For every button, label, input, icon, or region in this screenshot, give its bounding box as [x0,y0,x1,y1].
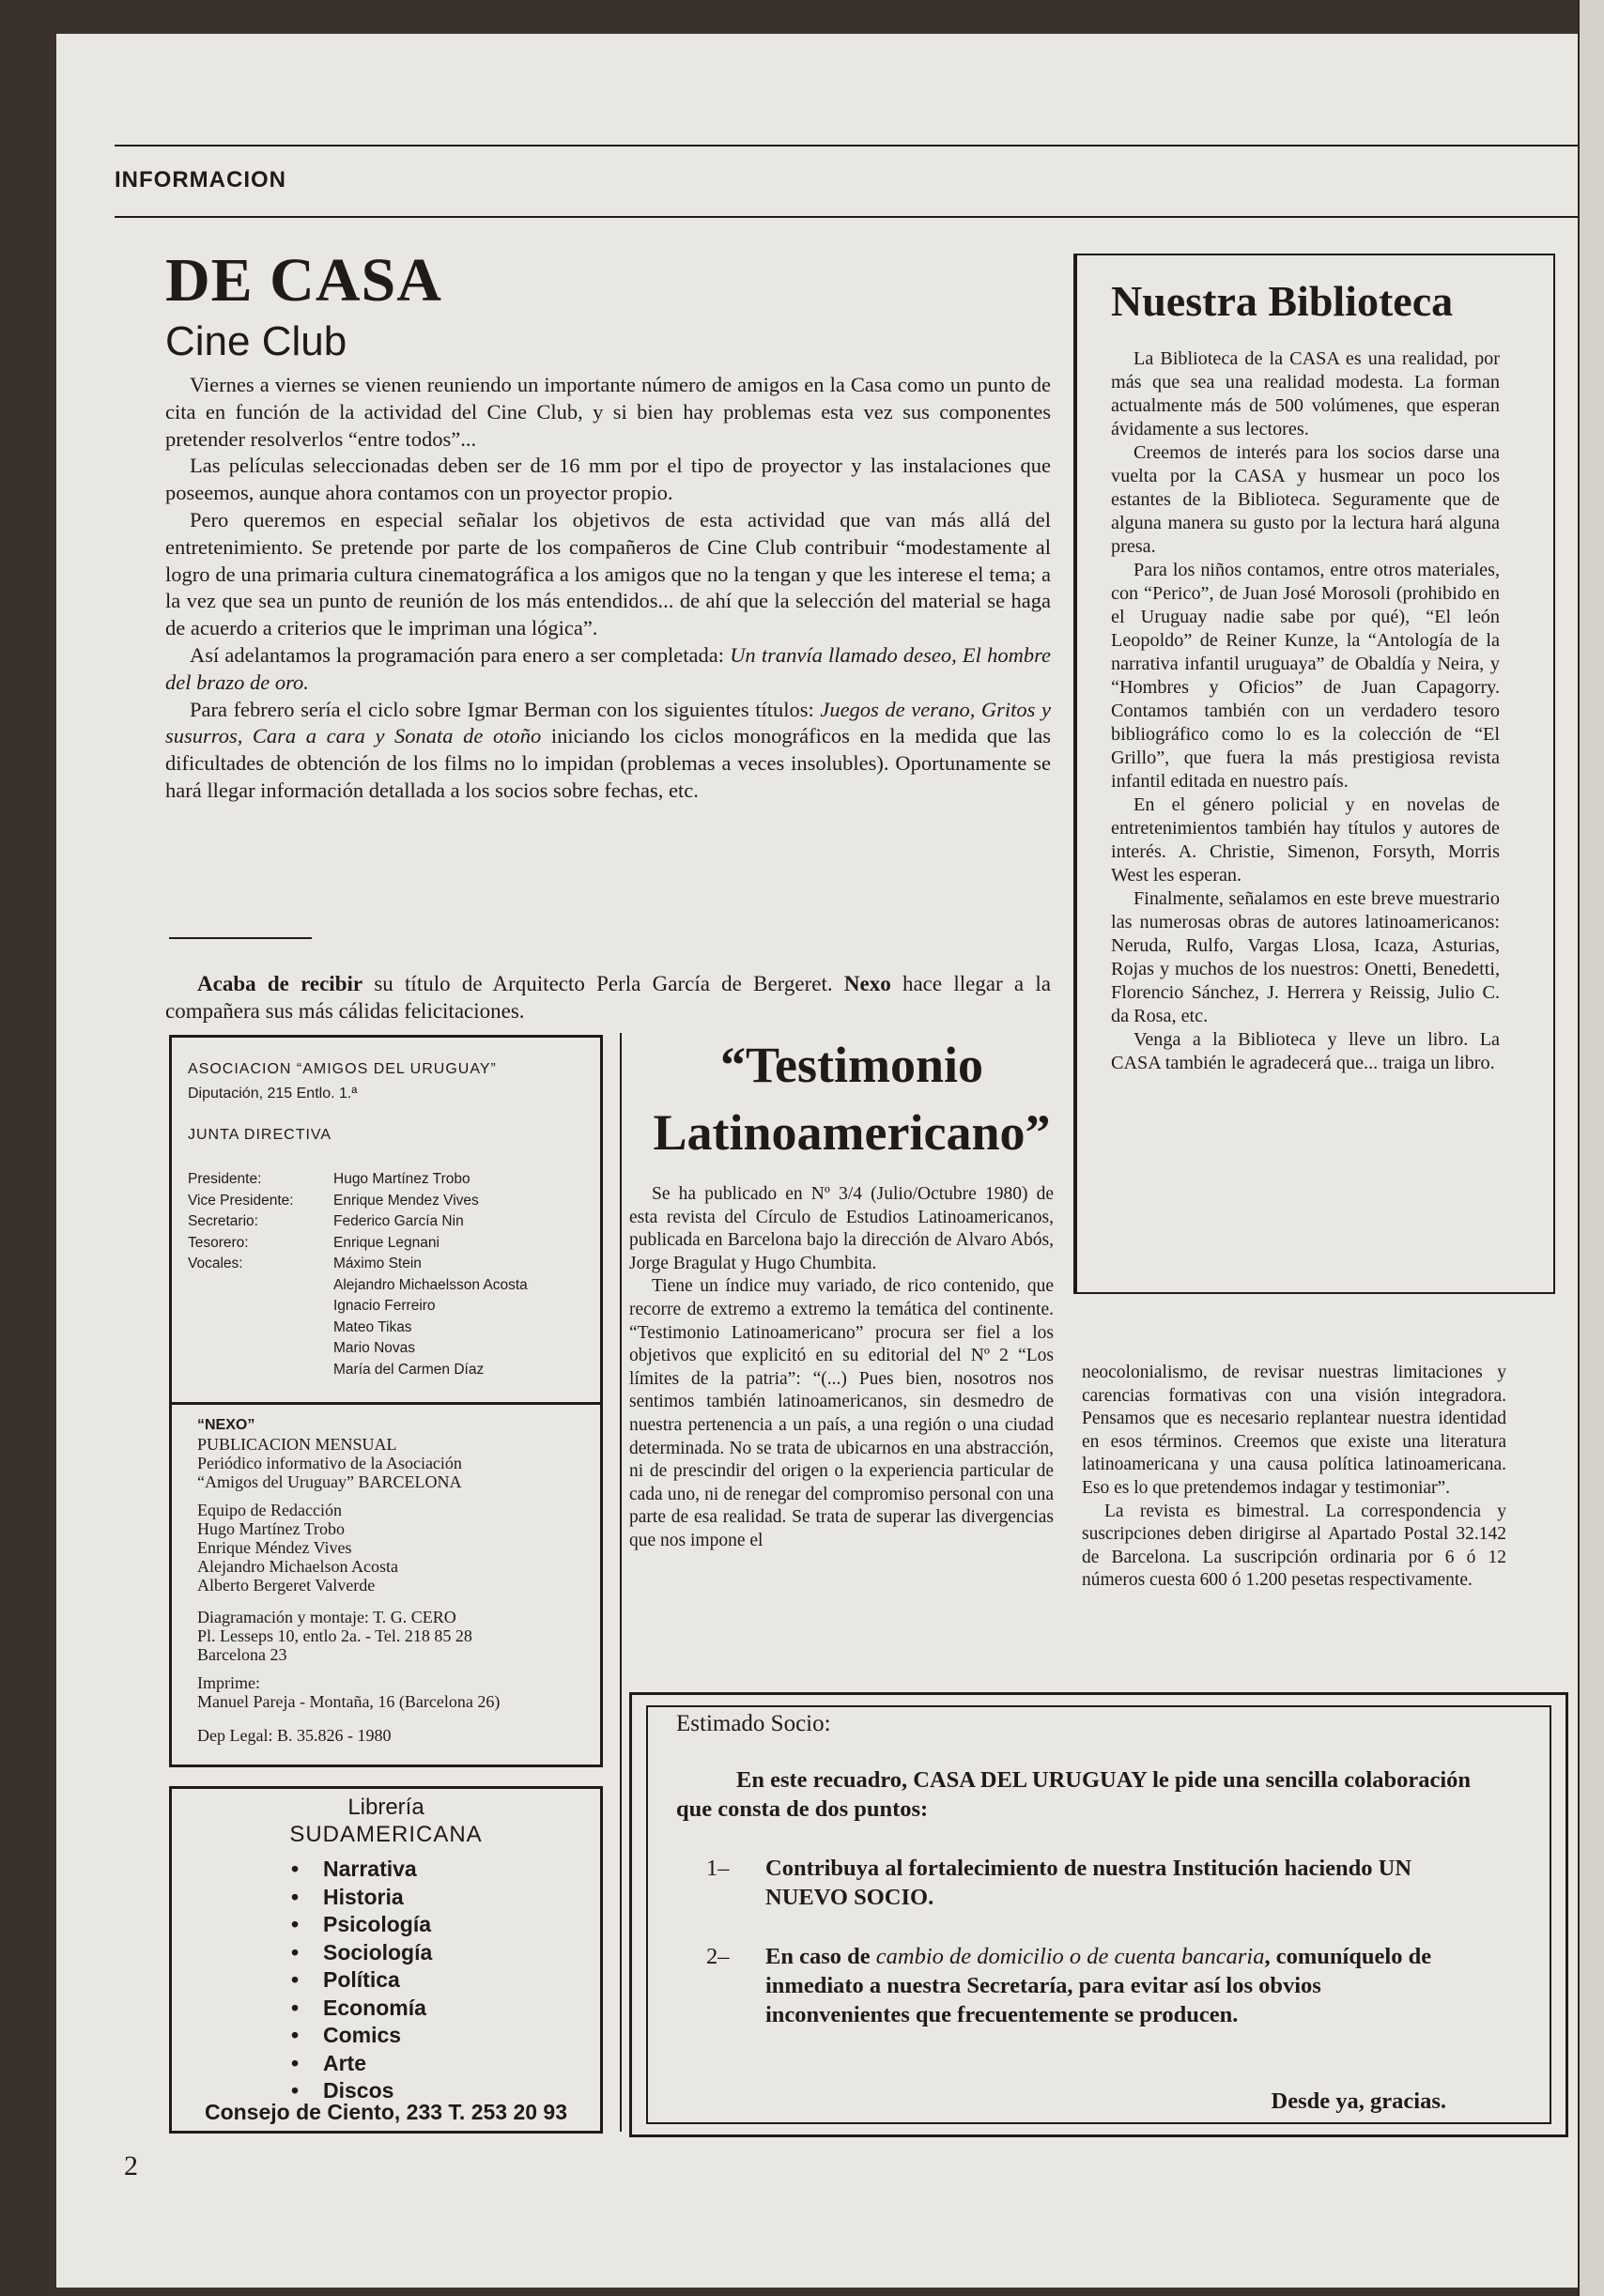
next-page-edge [1578,0,1604,2296]
diagramacion-line: Pl. Lesseps 10, entlo 2a. - Tel. 218 85 28 [197,1626,472,1645]
libreria-line-1: Librería [347,1795,424,1820]
testimonio-column-1 [629,1183,1054,1553]
junta-row [188,1233,601,1255]
nexo-desc-2: “Amigos del Uruguay” BARCELONA [197,1472,462,1491]
note-text-end: hace llegar a la compañera sus más cálidas felicitaciones. [165,972,1051,1023]
equipo-label: Equipo de Redacción [197,1501,342,1519]
libreria-footer: Consejo de Ciento, 233 T. 253 20 93 [204,2100,568,2124]
junta-member: Alejandro Michaelsson Acosta [333,1276,528,1293]
biblioteca-paragraph: La Biblioteca de la CASA es una realidad, por más que sea una realidad modesta. La forman actualmente más de 500 volúmenes, que esperan ávidamente a sus lectores. [1111,348,1500,439]
socio-greeting: Estimado Socio: [676,1711,831,1736]
nexo-credits [197,1416,592,1745]
junta-role [188,1296,333,1318]
junta-member: Mario Novas [333,1340,415,1356]
junta-member: Mateo Tikas [333,1318,412,1335]
junta-row [188,1254,601,1275]
cine-paragraph [165,642,1051,697]
cine-paragraph [165,372,1051,453]
note-bold-nexo: Nexo [843,972,891,995]
congratulations-note [165,971,1051,1025]
libreria-item [169,1995,603,2023]
junta-role [188,1275,333,1297]
libreria-item [169,1939,603,1967]
biblioteca-paragraph: Creemos de interés para los socios darse una vuelta por la CASA y husmear un poco los estantes de la Biblioteca. Seguramente que de alguna manera su gusto por la lectura hará alguna presa. [1111,442,1500,557]
bullet-icon: • [291,1857,300,1881]
note-bold-lead: Acaba de recibir [197,972,363,995]
bullet-icon: • [291,1884,300,1909]
socio-item-2-number: 2– [706,1944,730,1969]
libreria-item [169,1856,603,1884]
junta-member: Ignacio Ferreiro [333,1298,436,1314]
imprime-line: Manuel Pareja - Montaña, 16 (Barcelona 26) [197,1692,501,1711]
biblioteca-article [1111,347,1500,1075]
bullet-icon: • [291,2078,300,2103]
junta-role: Secretario: [188,1213,258,1229]
junta-member: María del Carmen Díaz [333,1361,485,1378]
libreria-item [169,2022,603,2050]
junta-directiva-list [188,1169,601,1380]
libreria-heading [169,1794,603,1848]
testimonio-continuation: neocolonialismo, de revisar nuestras limitaciones y carencias formativas con una visión integradora. Pensamos que es necesario replantear nuestra identidad en esos términos. Creemos que existe una literatura latinoamericana y una causa política latinoamericana. Eso es lo que pretendemos indagar y testimoniar”. [1082,1363,1506,1498]
junta-member: Enrique Legnani [333,1234,440,1251]
paragraph-text: Viernes a viernes se vienen reuniendo un importante número de amigos en la Casa como un punto de cita en función de la actividad del Cine Club, y si bien hay problemas esta vez sus componentes pretender resolverlos “entre todos”... [165,373,1051,451]
association-address: Diputación, 215 Entlo. 1.ª [188,1086,358,1102]
cine-paragraph [165,697,1051,805]
junta-role [188,1360,333,1381]
biblioteca-paragraph: Para los niños contamos, entre otros materiales, con “Perico”, de Juan José Morosoli (prohibido en el Uruguay nadie sabe por qué), “El león Leopoldo” de Reiner Kunze, la “Antología de la narrativa infantil uruguaya” de Obaldía y Neira, y “Hombres y Oficios” de Juan Capagorry. Contamos también con un verdadero tesoro bibliográfico como lo es la colección de “El Grillo”, que fuera la más prestigiosa revista infantil editada en nuestro país. [1111,560,1500,792]
libreria-item [169,1966,603,1995]
libreria-item [169,2050,603,2078]
film-titles: Un tranvía llamado deseo, El hombre del brazo de oro. [165,642,1051,694]
diagramacion-block [197,1608,592,1664]
cine-paragraph [165,453,1051,507]
junta-row [188,1169,601,1191]
imprime-line: Imprime: [197,1673,260,1692]
nexo-desc-1: Periódico informativo de la Asociación [197,1454,462,1472]
bullet-icon: • [291,1967,300,1992]
libreria-items [169,1856,603,2105]
note-text: su título de Arquitecto Perla García de Bergeret. [362,972,844,995]
socio-intro: En este recuadro, CASA DEL URUGUAY le pide una sencilla colaboración que consta de dos puntos: [676,1767,1472,1822]
libreria-item-label: Comics [323,2023,402,2047]
socio-closing: Desde ya, gracias. [1271,2088,1446,2114]
libreria-item-label: Historia [323,1884,404,1909]
section-label: INFORMACION [115,167,286,193]
testimonio-title [631,1031,1072,1166]
biblioteca-paragraph: Venga a la Biblioteca y lleve un libro. La CASA también le agradecerá que... traiga un libro. [1111,1029,1500,1073]
paragraph-text: iniciando los ciclos monográficos en la medida que las dificultades de obtención de los films no lo impidan (problemas a veces insolubles). Oportunamente se hará llegar información detallada a los socios sobre fechas, etc. [165,724,1051,802]
film-titles: Juegos de verano, Gritos y susurros, Cara a cara y Sonata de otoño [165,697,1051,748]
junta-row [188,1360,601,1381]
page-number: 2 [124,2150,138,2181]
libreria-item-label: Discos [323,2078,394,2103]
junta-row [188,1338,601,1360]
libreria-item-label: Arte [323,2050,367,2075]
junta-member: Máximo Stein [333,1256,422,1271]
equipo-member: Alejandro Michaelson Acosta [197,1557,398,1576]
cine-club-article [165,372,1051,805]
nexo-name: “NEXO” [197,1417,255,1433]
libreria-item-label: Economía [323,1995,426,2020]
diagramacion-line: Diagramación y montaje: T. G. CERO [197,1608,456,1626]
junta-row [188,1211,601,1233]
equipo-member: Enrique Méndez Vives [197,1538,352,1557]
junta-row [188,1318,601,1339]
testimonio-column-2 [1082,1362,1506,1593]
bullet-icon: • [291,1912,300,1936]
libreria-item-label: Política [323,1967,400,1992]
junta-role: Presidente: [188,1171,262,1187]
imprime-block [197,1673,592,1711]
socio-item-1-number: 1– [706,1856,730,1881]
libreria-item-label: Sociología [323,1939,433,1965]
header-bottom-rule [115,216,1578,218]
bullet-icon: • [291,1939,300,1965]
junta-member: Enrique Mendez Vives [333,1192,479,1209]
socio-item-2-text: En caso de [765,1944,876,1969]
libreria-line-2: SUDAMERICANA [289,1822,483,1847]
header-top-rule [115,145,1578,146]
junta-row [188,1275,601,1297]
junta-row [188,1296,601,1318]
paragraph-text: Las películas seleccionadas deben ser de 16 mm por el tipo de proyector y las instalaciones que poseemos, aunque ahora contamos con un proyector propio. [165,454,1051,505]
biblioteca-title: Nuestra Biblioteca [1111,277,1454,325]
article-subtitle: Cine Club [165,318,347,364]
socio-item-2 [765,1942,1447,2029]
libreria-item [169,1911,603,1939]
diagramacion-line: Barcelona 23 [197,1645,287,1664]
junta-role: Vocales: [188,1256,243,1271]
junta-role [188,1338,333,1360]
paragraph-text: Para febrero sería el ciclo sobre Igmar Berman con los siguientes títulos: [190,697,821,721]
equipo-list [197,1519,592,1595]
socio-item-2-text-end: , comuníquelo de inmediato a nuestra Secretaría, para evitar así los obvios inconvenientes que frecuentemente se producen. [765,1944,1432,2027]
libreria-item-label: Narrativa [323,1857,417,1881]
equipo-member: Alberto Bergeret Valverde [197,1576,376,1595]
testimonio-paragraph: Se ha publicado en Nº 3/4 (Julio/Octubre 1980) de esta revista del Círculo de Estudios Latinoamericanos, publicada en Barcelona bajo la dirección de Alvaro Abós, Jorge Bragulat y Hugo Chumbita. [629,1184,1054,1273]
junta-role [188,1318,333,1339]
article-divider [169,937,312,939]
socio-item-1: Contribuya al fortalecimiento de nuestra Institución haciendo UN NUEVO SOCIO. [765,1856,1412,1910]
bullet-icon: • [291,1995,300,2020]
dep-legal: Dep Legal: B. 35.826 - 1980 [197,1726,392,1745]
socio-item-2-italic: cambio de domicilio o de cuenta bancaria [875,1944,1265,1969]
junta-member: Hugo Martínez Trobo [333,1171,470,1187]
bullet-icon: • [291,2023,300,2047]
association-name: ASOCIACION “AMIGOS DEL URUGUAY” [188,1061,497,1077]
testimonio-paragraph: Tiene un índice muy variado, de rico contenido, que recorre de extremo a extremo la temática del continente. “Testimonio Latinoamericano” procura ser fiel a los objetivos que explicitó en su editorial del Nº 2 “Los límites de la patria”: “(...) Pues bien, nosotros nos sentimos también latinoamericanos, sin desmedro de nuestra pertenencia a un país, a una región o una ciudad determinada. No se trata de ubicarnos en una abstracción, ni de prescindir del origen o la experiencia particular de cada uno, ni de renegar del compromiso personal con una parte de esa realidad. Se trata de superar las divergencias que nos impone el [629,1276,1054,1550]
libreria-item-label: Psicología [323,1912,432,1936]
cine-paragraph [165,507,1051,642]
bullet-icon: • [291,2050,300,2075]
biblioteca-paragraph: Finalmente, señalamos en este breve muestrario las numerosas obras de autores latinoamericanos: Neruda, Rulfo, Vargas Llosa, Icaza, Asturias, Rojas y muchos de los nuestros: Onetti, Benedetti, Florencio Sánchez, J. Herrera y Reissig, Julio C. da Rosa, etc. [1111,888,1500,1026]
paragraph-text: Pero queremos en especial señalar los objetivos de esta actividad que van más allá del entretenimiento. Se pretende por parte de los compañeros de Cine Club contribuir “modestamente al logro de una primaria cultura cinematográfica a los amigos que no la tengan y que les interese el tema; a la vez que sea un punto de reunión de los más entendidos... de ahí que la selección del material se haga de acuerdo a criterios que le impriman una lógica”. [165,507,1051,640]
testimonio-title-line-1: “Testimonio [719,1037,984,1093]
junta-label: JUNTA DIRECTIVA [188,1127,332,1143]
libreria-item [169,1884,603,1912]
column-rule-left [620,1033,622,2132]
nexo-type: PUBLICACION MENSUAL [197,1435,397,1454]
junta-member: Federico García Nin [333,1213,464,1229]
biblioteca-paragraph: En el género policial y en novelas de entretenimientos también hay títulos y autores de interés. A. Christie, Simenon, Forsyth, Morris West les esperan. [1111,794,1500,886]
junta-row [188,1191,601,1212]
masthead-divider [169,1402,603,1405]
equipo-member: Hugo Martínez Trobo [197,1519,345,1538]
junta-role: Tesorero: [188,1234,249,1251]
paragraph-text: Así adelantamos la programación para enero a ser completada: [190,642,731,667]
testimonio-title-line-2: Latinoamericano” [653,1104,1051,1161]
testimonio-subscription: La revista es bimestral. La correspondencia y suscripciones deben dirigirse al Apartado Postal 32.142 de Barcelona. La suscripción ordinaria por 6 ó 12 números cuesta 600 ó 1.200 pesetas respectivamente. [1082,1501,1506,1591]
junta-role: Vice Presidente: [188,1192,294,1209]
article-title: DE CASA [165,246,442,315]
